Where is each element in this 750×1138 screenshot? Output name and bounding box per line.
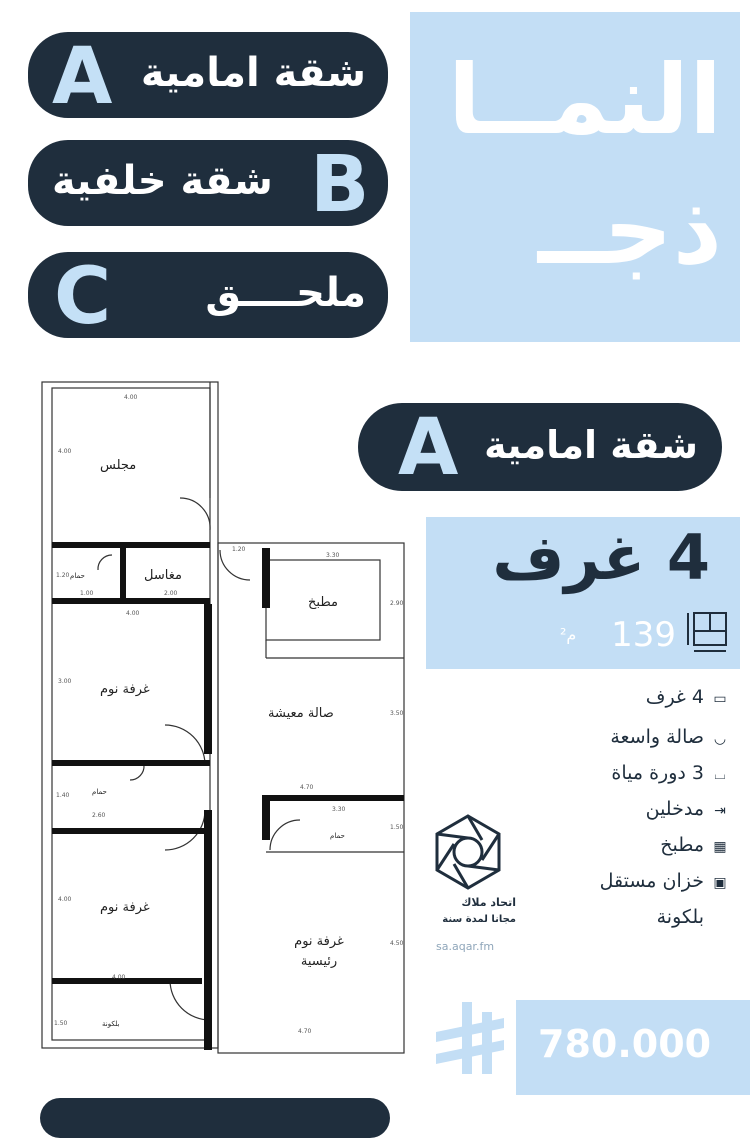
room-label-majlis: مجلس <box>100 458 137 473</box>
dim-label: 3.50 <box>390 710 404 717</box>
room-label-bath: حمام <box>92 788 107 796</box>
pill-text: ملحــــق <box>205 270 366 316</box>
room-label-kitchen: مطبخ <box>308 595 338 610</box>
room-label-living: صالة معيشة <box>268 706 334 721</box>
dim-label: 4.00 <box>58 896 72 903</box>
pill-annex <box>28 252 388 342</box>
watermark <box>420 812 516 962</box>
dim-label: 2.90 <box>390 600 404 607</box>
entrance-icon: ⇥ <box>714 803 726 819</box>
shutter-logo-icon <box>428 812 508 892</box>
dim-label: 3.30 <box>326 552 340 559</box>
room-label-bedroom: غرفة نوم <box>100 900 150 915</box>
dim-label: 2.00 <box>164 590 178 597</box>
room-label-sinks: مغاسل <box>144 568 182 583</box>
price-panel <box>516 1000 750 1095</box>
banner-line-2: ذجــ <box>537 174 722 286</box>
pill-letter: C <box>54 252 112 342</box>
area-value: 139 <box>611 615 676 655</box>
next-pill <box>40 1098 390 1138</box>
feature-kitchen: مطبخ <box>660 834 704 856</box>
area-unit: م² <box>560 625 577 644</box>
dim-label: 1.00 <box>80 590 94 597</box>
watermark-site: sa.aqar.fm <box>436 940 495 953</box>
tank-icon: ▣ <box>713 875 727 891</box>
dim-label: 4.00 <box>126 610 140 617</box>
unit-title: شقة امامية <box>484 423 698 467</box>
floor-plan-icon <box>684 609 730 655</box>
feature-rooms: 4 غرف <box>645 686 704 708</box>
dim-label: 2.60 <box>92 812 106 819</box>
banner-line-1: النمــا <box>447 44 722 156</box>
pill-back-apartment <box>28 140 388 230</box>
feature-tank: خزان مستقل <box>599 870 704 892</box>
riyal-sign-icon <box>432 998 508 1078</box>
rooms-headline: 4 غرف <box>492 521 710 594</box>
unit-title-pill <box>358 403 722 491</box>
room-label-bath: حمام <box>70 572 85 580</box>
pill-front-apartment <box>28 32 388 122</box>
models-banner <box>410 12 740 342</box>
dim-label: 4.00 <box>124 394 138 401</box>
dim-label: 1.50 <box>390 824 404 831</box>
dim-label: 4.00 <box>58 448 72 455</box>
dim-label: 4.70 <box>298 1028 312 1035</box>
room-label-master-bedroom: غرفة نوم رئيسية <box>294 934 344 969</box>
dim-label: 1.20 <box>56 572 70 579</box>
dim-label: 4.00 <box>112 974 126 981</box>
feature-baths: 3 دورة مياة <box>611 762 704 784</box>
dim-label: 3.00 <box>58 678 72 685</box>
pill-letter: B <box>310 140 370 230</box>
feature-living: صالة واسعة <box>610 726 704 748</box>
sofa-icon: ◡ <box>713 731 727 747</box>
dim-label: 1.40 <box>56 792 70 799</box>
feature-balcony: بلكونة <box>656 906 704 928</box>
room-label-bedroom: غرفة نوم <box>100 682 150 697</box>
dim-label: 1.50 <box>54 1020 68 1027</box>
dim-label: 1.20 <box>232 546 246 553</box>
unit-letter: A <box>398 403 459 493</box>
pill-text: شقة خلفية <box>52 158 273 204</box>
bed-icon: ▭ <box>713 691 727 707</box>
watermark-line-1: اتحاد ملاك <box>461 896 516 909</box>
floor-plan <box>40 380 410 1060</box>
unit-summary-panel <box>426 517 740 669</box>
dim-label: 4.70 <box>300 784 314 791</box>
dim-label: 3.30 <box>332 806 346 813</box>
room-label-balcony: بلكونة <box>102 1020 120 1028</box>
dim-label: 4.50 <box>390 940 404 947</box>
watermark-line-2: مجانا لمدة سنة <box>442 914 516 925</box>
bathtub-icon: ⌴ <box>714 767 726 783</box>
room-label-bath: حمام <box>330 832 345 840</box>
pill-letter: A <box>52 32 113 122</box>
pill-text: شقة امامية <box>140 50 366 96</box>
kitchen-icon: ▦ <box>713 839 727 855</box>
feature-entrances: مدخلين <box>645 798 704 820</box>
price-value: 780.000 <box>538 1022 712 1066</box>
